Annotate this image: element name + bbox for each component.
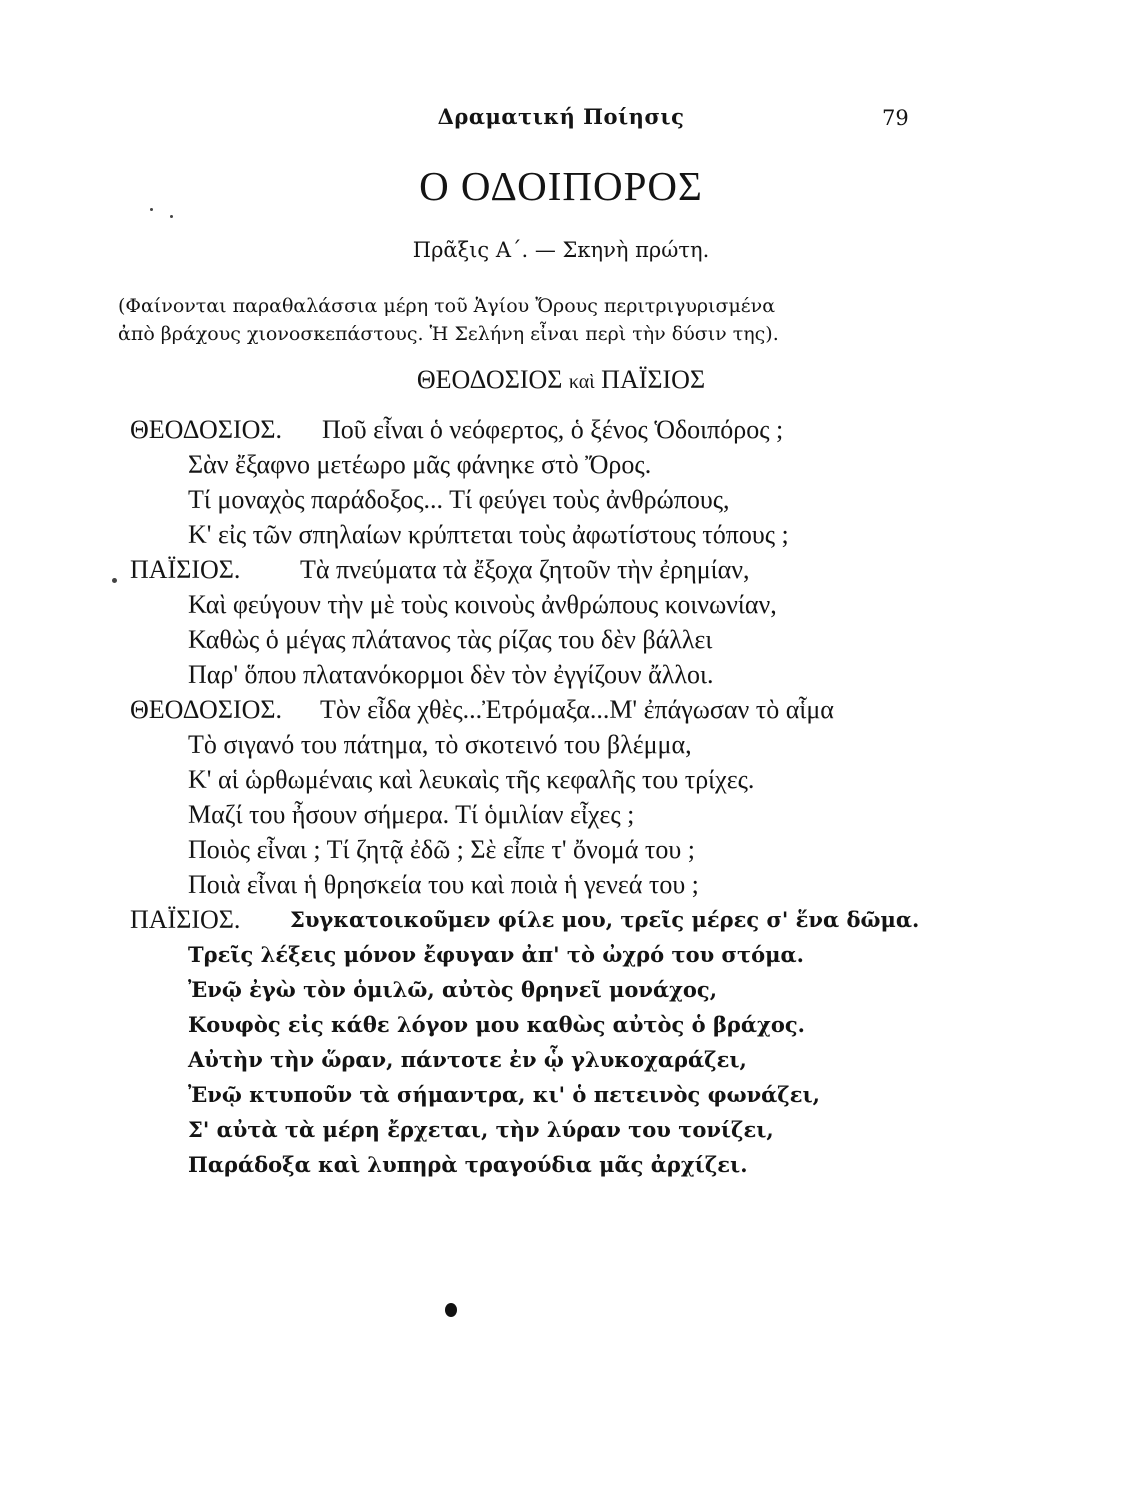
verse-text: Καὶ φεύγουν τὴν μὲ τοὺς κοινοὺς ἀνθρώπους κοινωνίαν, — [188, 590, 777, 619]
ink-speck — [112, 578, 117, 583]
speaker-name: ΠΑΪΣΙΟΣ. — [130, 555, 241, 584]
verse-text: Συγκατοικοῦμεν φίλε μου, τρεῖς μέρες σ' ἕνα δῶμα. — [290, 907, 920, 932]
verse-text: Ποιὰ εἶναι ἡ θρησκεία του καὶ ποιὰ ἡ γενεά του ; — [188, 870, 699, 899]
verse-text: Τὸν εἶδα χθὲς...Ἐτρόμαξα...Μ' ἐπάγωσαν τὸ αἷμα — [320, 695, 834, 724]
characters-conjunction: καὶ — [568, 371, 595, 393]
act-scene-heading: Πρᾶξις Α΄. — Σκηνὴ πρώτη. — [412, 238, 710, 262]
verse-text: Ποιὸς εἶναι ; Τί ζητᾷ ἐδῶ ; Σὲ εἶπε τ' ὄνομά του ; — [188, 835, 695, 864]
speaker-name: ΘΕΟΔΟΣΙΟΣ. — [130, 695, 283, 724]
ink-spot — [445, 1303, 457, 1317]
verse-text: Κ' αἱ ὡρθωμέναις καὶ λευκαὶς τῆς κεφαλῆς του τρίχες. — [188, 765, 755, 794]
character-paisios: ΠΑΪΣΙΟΣ — [601, 365, 706, 394]
character-theodosios: ΘΕΟΔΟΣΙΟΣ — [416, 365, 563, 394]
running-head: Δραματική Ποίησις — [437, 104, 685, 129]
verse-text: Ἐνῷ ἐγὼ τὸν ὁμιλῶ, αὐτὸς θρηνεῖ μονάχος, — [188, 977, 718, 1002]
ink-speck — [150, 208, 153, 211]
verse-text: Σὰν ἔξαφνο μετέωρο μᾶς φάνηκε στὸ Ὄρος. — [188, 450, 652, 479]
verse-text: Ποῦ εἶναι ὁ νεόφερτος, ὁ ξένος Ὁδοιπόρος ; — [322, 415, 784, 444]
verse-text: Κ' εἰς τῶν σπηλαίων κρύπτεται τοὺς ἀφωτίστους τόπους ; — [188, 520, 789, 549]
verse-text: Τρεῖς λέξεις μόνον ἔφυγαν ἀπ' τὸ ὠχρό του στόμα. — [188, 942, 804, 967]
speaker-name: ΘΕΟΔΟΣΙΟΣ. — [130, 415, 283, 444]
verse-text: Αὐτὴν τὴν ὥραν, πάντοτε ἐν ᾧ γλυκοχαράζει, — [188, 1047, 747, 1072]
ink-speck — [170, 215, 173, 218]
characters-heading — [0, 365, 1122, 395]
verse-text: Καθὼς ὁ μέγας πλάτανος τὰς ρίζας του δὲν βάλλει — [188, 625, 713, 654]
play-title: Ο ΟΔΟΙΠΟΡΟΣ — [419, 163, 703, 209]
stage-direction-line-2: ἀπὸ βράχους χιονοσκεπάστους. Ἡ Σελήνη εἶναι περὶ τὴν δύσιν της). — [118, 323, 779, 345]
verse-text: Παρ' ὅπου πλατανόκορμοι δὲν τὸν ἐγγίζουν ἄλλοι. — [188, 660, 714, 689]
speaker-name: ΠΑΪΣΙΟΣ. — [130, 905, 241, 934]
verse-text: Παράδοξα καὶ λυπηρὰ τραγούδια μᾶς ἀρχίζει. — [188, 1152, 748, 1177]
verse-text: Τὰ πνεύματα τὰ ἔξοχα ζητοῦν τὴν ἐρημίαν, — [300, 555, 750, 584]
verse-text: Ἐνῷ κτυποῦν τὰ σήμαντρα, κι' ὁ πετεινὸς φωνάζει, — [188, 1082, 820, 1107]
stage-direction — [118, 292, 908, 348]
verse-text: Κουφὸς εἰς κάθε λόγον μου καθὼς αὐτὸς ὁ βράχος. — [188, 1012, 805, 1037]
verse-text: Μαζί του ἦσουν σήμερα. Τί ὁμιλίαν εἶχες ; — [188, 800, 635, 829]
stage-direction-line-1: (Φαίνονται παραθαλάσσια μέρη τοῦ Ἁγίου Ὄρους περιτριγυρισμένα — [118, 295, 776, 317]
page-number: 79 — [882, 106, 909, 130]
verse-text: Σ' αὐτὰ τὰ μέρη ἔρχεται, τὴν λύραν του τονίζει, — [188, 1117, 774, 1142]
verse-text: Τὸ σιγανό του πάτημα, τὸ σκοτεινό του βλέμμα, — [188, 730, 692, 759]
verse-text: Τί μοναχὸς παράδοξος... Τί φεύγει τοὺς ἀνθρώπους, — [188, 485, 730, 514]
